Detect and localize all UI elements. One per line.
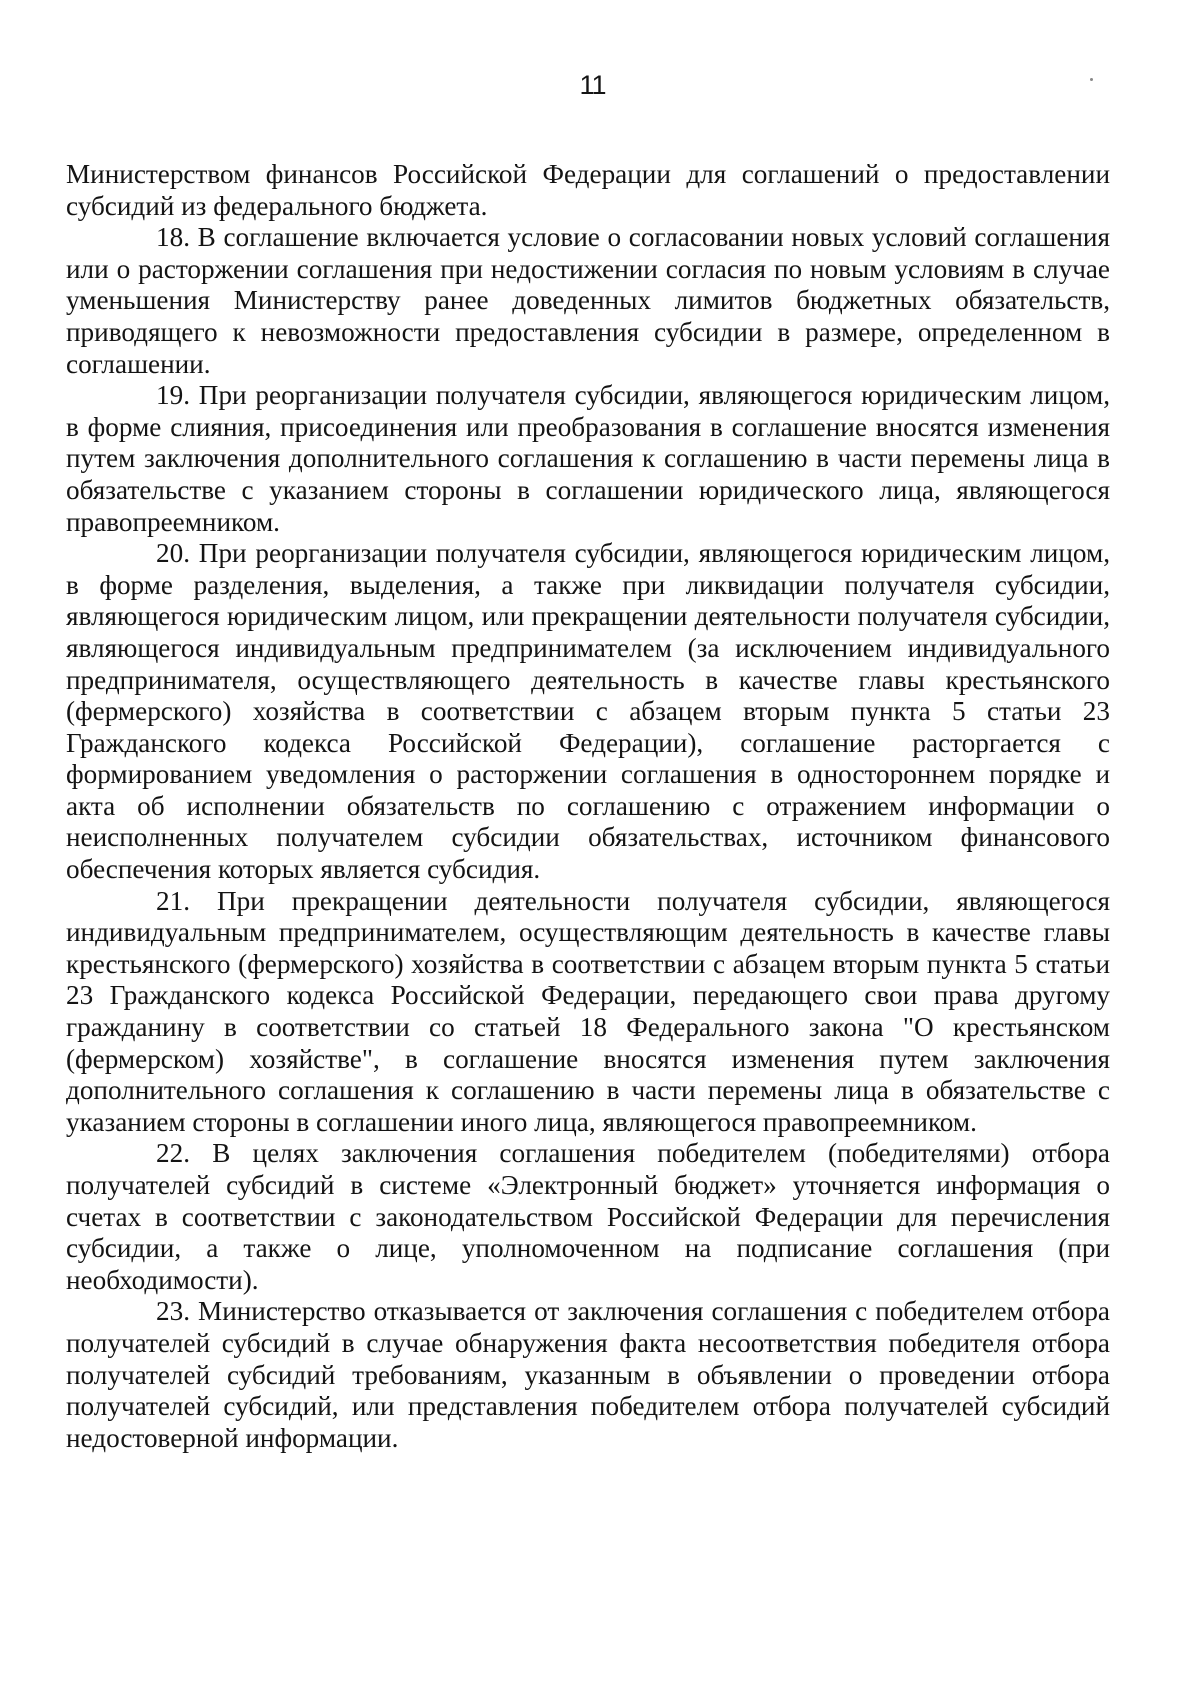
paragraph-22: 22. В целях заключения соглашения победителем (победителями) отбора получателей субсидий в системе «Электронный бюджет» уточняется информация о счетах в соответствии с законодательством Российской Федерации для перечисления субсидии, а также о лице, уполномоченном на подписание соглашения (при необходимости). [66,1138,1110,1295]
paragraph-20: 20. При реорганизации получателя субсидии, являющегося юридическим лицом, в форме разделения, выделения, а также при ликвидации получателя субсидии, являющегося юридическим лицом, или прекращении деятельности получателя субсидии, являющегося индивидуальным предпринимателем (за исключением индивидуального предпринимателя, осуществляющего деятельность в качестве главы крестьянского (фермерского) хозяйства в соответствии с абзацем вторым пункта 5 статьи 23 Гражданского кодекса Российской Федерации), соглашение расторгается с формированием уведомления о расторжении соглашения в одностороннем порядке и акта об исполнении обязательств по соглашению с отражением информации о неисполненных получателем субсидии обязательствах, источником финансового обеспечения которых является субсидия. [66,538,1110,885]
paragraph-19: 19. При реорганизации получателя субсидии, являющегося юридическим лицом, в форме слияния, присоединения или преобразования в соглашение вносятся изменения путем заключения дополнительного соглашения к соглашению в части перемены лица в обязательстве с указанием стороны в соглашении юридического лица, являющегося правопреемником. [66,380,1110,537]
paragraph-continuation: Министерством финансов Российской Федерации для соглашений о предоставлении субсидий из федерального бюджета. [66,159,1110,221]
page-number: 11 [579,70,606,100]
paragraph-18: 18. В соглашение включается условие о согласовании новых условий соглашения или о расторжении соглашения при недостижении согласия по новым условиям в случае уменьшения Министерству ранее доведенных лимитов бюджетных обязательств, приводящего к невозможности предоставления субсидии в размере, определенном в соглашении. [66,222,1110,379]
document-body [66,159,1110,1454]
paragraph-21: 21. При прекращении деятельности получателя субсидии, являющегося индивидуальным предпринимателем, осуществляющим деятельность в качестве главы крестьянского (фермерского) хозяйства в соответствии с абзацем вторым пункта 5 статьи 23 Гражданского кодекса Российской Федерации, передающего свои права другому гражданину в соответствии со статьей 18 Федерального закона "О крестьянском (фермерском) хозяйстве", в соглашение вносятся изменения путем заключения дополнительного соглашения к соглашению в части перемены лица в обязательстве с указанием стороны в соглашении иного лица, являющегося правопреемником. [66,885,1110,1137]
scan-speck [1090,78,1093,81]
paragraph-23: 23. Министерство отказывается от заключения соглашения с победителем отбора получателей субсидий в случае обнаружения факта несоответствия победителя отбора получателей субсидий требованиям, указанным в объявлении о проведении отбора получателей субсидий, или представления победителем отбора получателей субсидий недостоверной информации. [66,1296,1110,1453]
